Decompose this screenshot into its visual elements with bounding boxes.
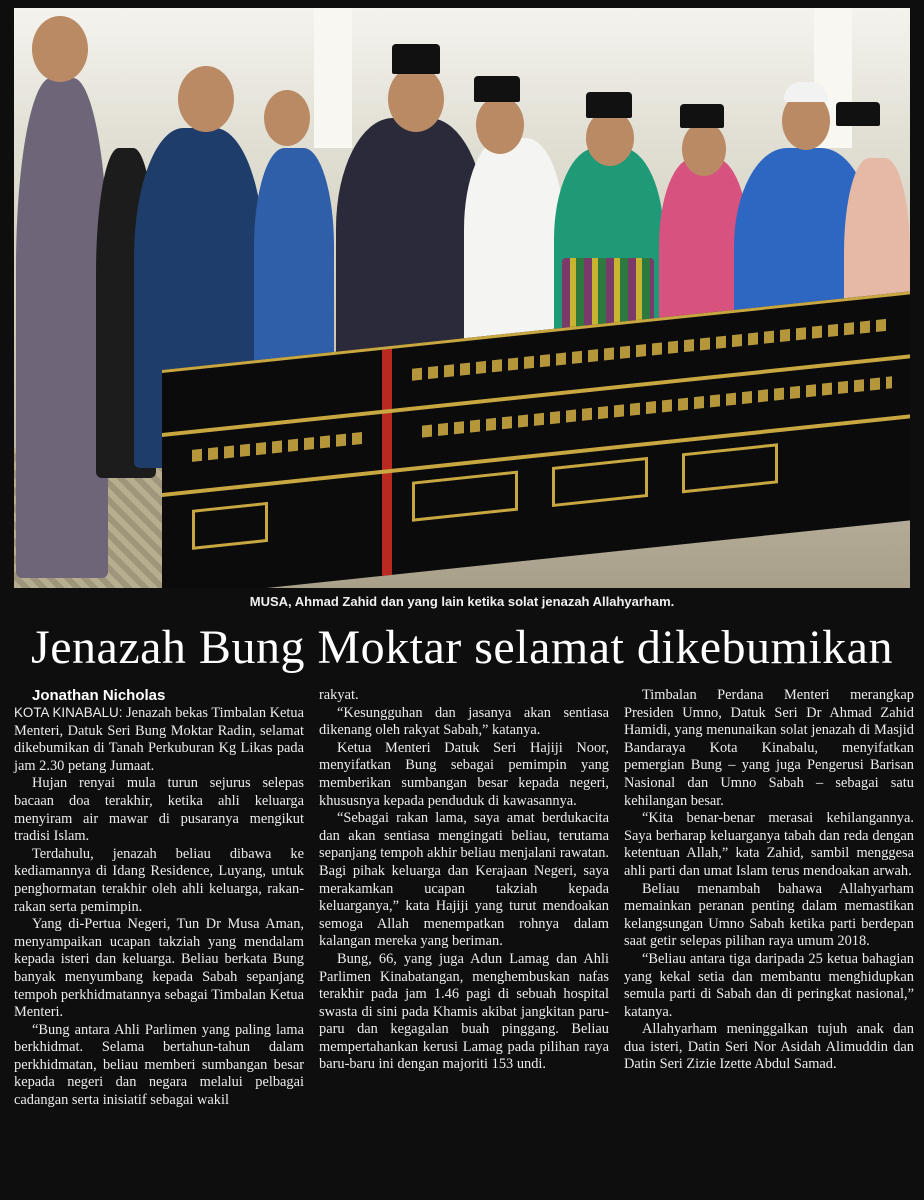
article-column-1 [14,687,304,1110]
article-column-2 [319,687,609,1074]
article-paragraph: Allahyarham meninggalkan tujuh anak dan dua isteri, Datin Seri Nor Asidah Alimuddin dan Datin Seri Zizie Izette Abdul Samad. [624,1021,914,1073]
news-photo [14,8,910,588]
kopiah-cap [784,82,828,102]
article-body [14,687,914,1197]
article-paragraph: rakyat. [319,687,359,703]
article-paragraph: Timbalan Perdana Menteri merangkap Presiden Umno, Datuk Seri Dr Ahmad Zahid Hamidi, yang menunaikan solat jenazah di Masjid Bandaraya Kota Kinabalu, menyifatkan pemergian Bung – yang juga Pengerusi Barisan Nasional dan Umno Sabah – sebagai satu kehilangan besar. [624,687,914,809]
mourner [16,78,108,578]
article-paragraph: “Beliau antara tiga daripada 25 ketua bahagian yang kekal setia dan membantu menghidupkan semula parti di Sabah dan di peringkat nasional,” katanya. [624,950,914,1020]
article-paragraph: “Sebagai rakan lama, saya amat berdukacita dan akan sentiasa mengingati beliau, terutama sepanjang tempoh akhir beliau menjalani rawatan. Bagi pihak keluarga dan Kerajaan Negeri, saya merakamkan ucapan takziah kepada keluarganya,” kata Hajiji yang turut mendoakan semoga Allah menempatkan rohnya dalam kalangan mereka yang beriman. [319,810,609,950]
article-paragraph: “Kita benar-benar merasai kehilangannya. Saya berharap keluarganya tabah dan reda dengan ketentuan Allah,” kata Zahid, sambil menggesa ahli parti dan umat Islam terus mendoakan arwah. [624,810,914,879]
article-paragraph: Ketua Menteri Datuk Seri Hajiji Noor, menyifatkan Bung sebagai pemimpin yang memberikan sumbangan besar kepada negeri, khususnya kepada penduduk di kawasannya. [319,739,609,809]
article-paragraph: Yang di-Pertua Negeri, Tun Dr Musa Aman, menyampaikan ucapan takziah yang mendalam kepada isteri dan keluarga. Beliau berkata Bung banyak menyumbang kepada Sabah sepanjang tempoh perkhidmatannya sebagai Timbalan Ketua Menteri. [14,916,304,1021]
byline: Jonathan Nicholas [32,687,166,704]
photo-background-wall [14,8,910,128]
calligraphy-band [422,376,892,437]
article-paragraph: KOTA KINABALU: Jenazah bekas Timbalan Ketua Menteri, Datuk Seri Bung Moktar Radin, selamat dikebumikan di Tanah Perkuburan Kg Likas pada jam 2.30 petang Jumaat. [14,705,305,774]
headline: Jenazah Bung Moktar selamat dikebumikan [31,621,893,674]
article-paragraph: Beliau menambah bahawa Allahyarham memainkan peranan penting dalam memastikan kelangsungan Umno Sabah ketika parti berdepan saat getir selepas pilihan raya umum 2018. [624,880,914,950]
article-paragraph: “Kesungguhan dan jasanya akan sentiasa dikenang oleh rakyat Sabah,” katanya. [319,704,609,739]
article-paragraph: Bung, 66, yang juga Adun Lamag dan Ahli Parlimen Kinabatangan, menghembuskan nafas terakhir pada jam 1.46 pagi di sebuah hospital swasta di sini pada Khamis akibat jangkitan paru-paru dan kegagalan buah pinggang. Beliau mempertahankan kerusi Lamag pada pilihan raya baru-baru ini dengan majoriti 153 undi. [319,950,609,1073]
photo-caption: MUSA, Ahmad Zahid dan yang lain ketika solat jenazah Allahyarham. [249,594,675,609]
article-column-3 [624,687,914,1074]
dateline: KOTA KINABALU: [14,705,123,720]
article-paragraph: Terdahulu, jenazah beliau dibawa ke kediamannya di Idang Residence, Luyang, untuk penghormatan terakhir oleh ahli keluarga, rakan-rakan serta pemimpin. [14,845,304,915]
songkok-hat [392,44,440,74]
article-paragraph: “Bung antara Ahli Parlimen yang paling lama berkhidmat. Selama bertahun-tahun dalam perkhidmatan, beliau memberi sumbangan besar kepada negeri dan negara melalui pelbagai cadangan serta inisiatif sebagai wakil [14,1021,304,1109]
article-paragraph: Hujan renyai mula turun sejurus selepas bacaan doa terakhir, ketika ahli keluarga menyiram air mawar di pusaranya mengikut tradisi Islam. [14,775,304,845]
